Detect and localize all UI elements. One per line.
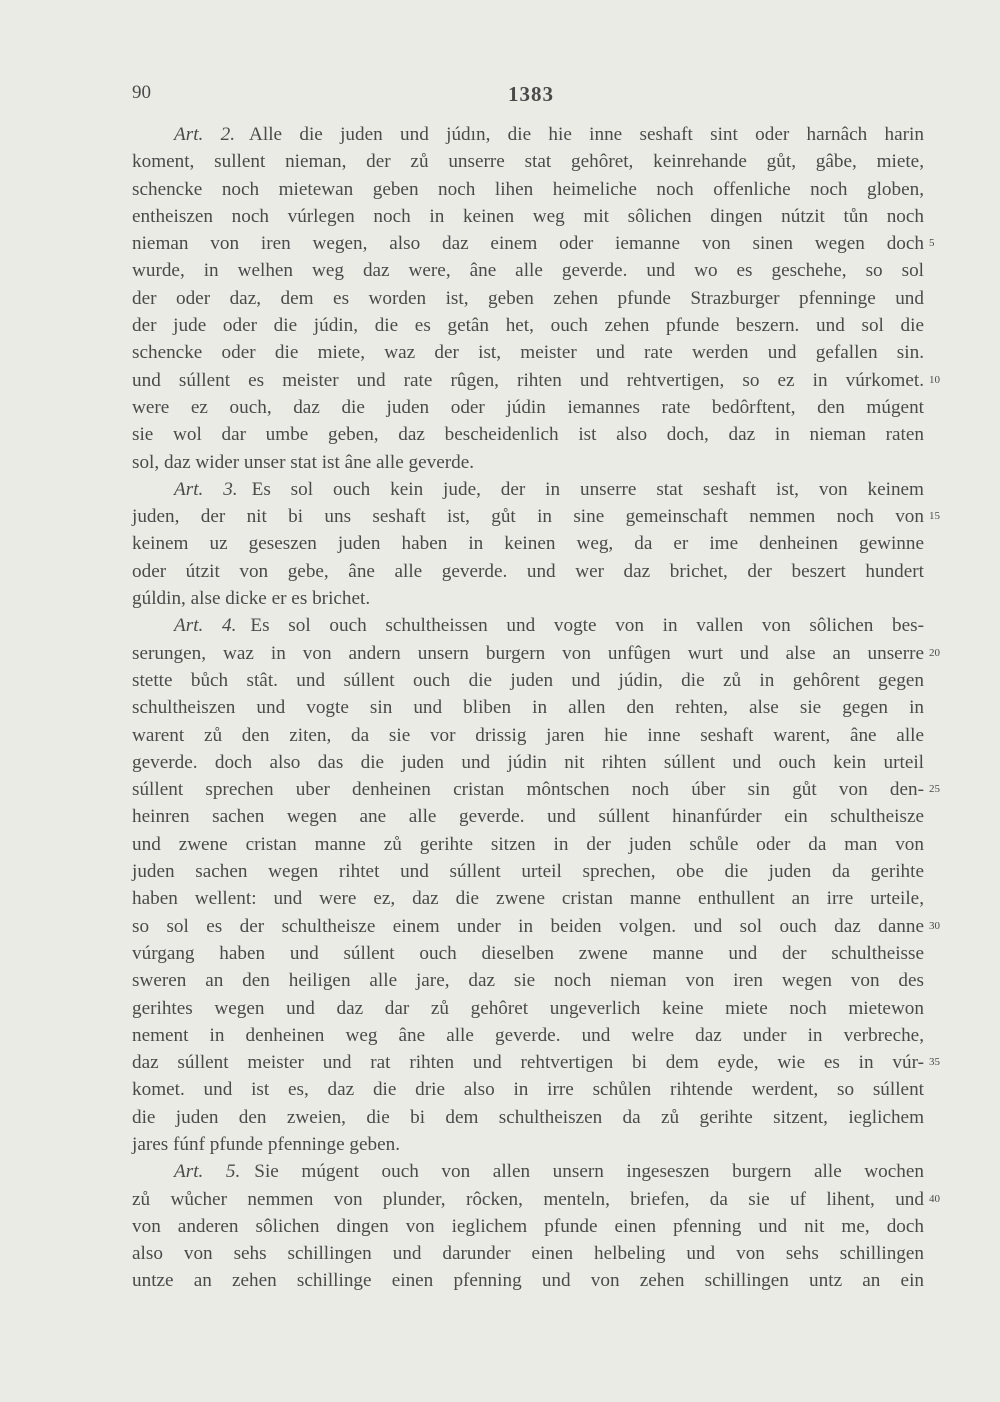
text-line	[132, 803, 924, 830]
line-text: und zwene cristan manne zů gerihte sitzen in der juden schůle oder da man von	[132, 833, 924, 855]
line-text: jares fúnf pfunde pfenninge geben.	[132, 1133, 400, 1155]
text-line	[132, 885, 924, 912]
text-line	[132, 858, 924, 885]
text-line	[132, 503, 940, 530]
text-line	[132, 667, 924, 694]
line-text: wurde, in welhen weg daz were, âne alle geverde. und wo es geschehe, so sol	[132, 260, 924, 282]
line-text: serungen, waz in von andern unsern burgern von unfûgen wurt und alse an unserre	[132, 642, 924, 664]
line-text: nieman von iren wegen, also daz einem oder iemanne von sinen wegen doch	[132, 233, 924, 255]
line-text: nement in denheinen weg âne alle geverde. und welre daz under in verbreche,	[132, 1024, 924, 1046]
page-header	[0, 82, 1000, 112]
text-line	[132, 640, 940, 667]
line-text: gerihtes wegen und daz dar zů gehôret ungeverlich keine miete noch mietewon	[132, 997, 924, 1019]
text-line	[132, 1076, 924, 1103]
text-line	[132, 230, 935, 257]
margin-line-number: 5	[929, 237, 935, 250]
line-text: sweren an den heiligen alle jare, daz sie noch nieman von iren wegen von des	[132, 970, 924, 992]
text-line	[132, 585, 924, 612]
line-text: so sol es der schultheisze einem under in beiden volgen. und sol ouch daz danne	[132, 915, 924, 937]
line-text: warent zů den ziten, da sie vor drissig jaren hie inne seshaft warent, âne alle	[132, 724, 924, 746]
article-label: Art. 4.	[174, 615, 237, 637]
line-text: were ez ouch, daz die juden oder júdin iemannes rate bedôrftent, den múgent	[132, 396, 924, 418]
line-text: entheiszen noch vúrlegen noch in keinen weg mit sôlichen dingen nútzit tůn noch	[132, 205, 924, 227]
line-text: oder útzit von gebe, âne alle geverde. und wer daz brichet, der beszert hundert	[132, 560, 924, 582]
text-line	[132, 776, 940, 803]
line-text: gúldin, alse dicke er es brichet.	[132, 588, 371, 610]
page-year-heading: 1383	[508, 82, 554, 106]
line-text: der oder daz, dem es worden ist, geben zehen pfunde Strazburger pfenninge und	[132, 287, 924, 309]
text-line	[132, 558, 924, 585]
margin-line-number: 10	[929, 373, 940, 386]
line-text: komet. und ist es, daz die drie also in irre schůlen rihtende werdent, so súllent	[132, 1079, 924, 1101]
article-label: Art. 2.	[174, 124, 236, 145]
text-line	[132, 312, 924, 339]
line-text: also von sehs schillingen und darunder einen helbeling und von sehs schillingen	[132, 1243, 924, 1265]
line-text: sie wol dar umbe geben, daz bescheidenlich ist also doch, daz in nieman raten	[132, 424, 924, 446]
margin-line-number: 30	[929, 919, 940, 932]
page-number: 90	[132, 82, 151, 103]
text-line	[132, 394, 924, 421]
line-text: Sie múgent ouch von allen unsern ingeseszen burgern alle wochen	[254, 1161, 924, 1183]
line-text: sol, daz wider unser stat ist âne alle geverde.	[132, 451, 475, 473]
margin-line-number: 15	[929, 510, 940, 523]
line-text: Es sol ouch kein jude, der in unserre stat seshaft ist, von keinem	[251, 478, 924, 500]
text-line	[132, 449, 924, 476]
line-text: untze an zehen schillinge einen pfenning und von zehen schillingen untz an ein	[132, 1270, 924, 1292]
text-line	[132, 722, 924, 749]
article-first-line	[132, 612, 924, 639]
line-text: keinem uz geseszen juden haben in keinen weg, da er ime denheinen gewinne	[132, 533, 924, 555]
article-first-line	[132, 1158, 924, 1185]
text-line	[132, 831, 924, 858]
line-text: der jude oder die júdin, die es getân het, ouch zehen pfunde beszern. und sol die	[132, 315, 924, 337]
text-line	[132, 1240, 924, 1267]
line-text: koment, sullent nieman, der zů unserre stat gehôret, keinrehande gůt, gâbe, miete,	[132, 151, 924, 173]
line-text: stette bůch stât. und súllent ouch die juden und júdin, die zů in gehôrent gegen	[132, 669, 924, 691]
line-text: vúrgang haben und súllent ouch dieselben zwene manne und der schultheisse	[132, 942, 924, 964]
text-line	[132, 1186, 940, 1213]
text-line	[132, 1213, 924, 1240]
line-text: haben wellent: und were ez, daz die zwene cristan manne enthullent an irre urteile,	[132, 888, 924, 910]
line-text: zů wůcher nemmen von plunder, rôcken, menteln, briefen, da sie uf lihent, und	[132, 1188, 924, 1210]
text-line	[132, 1049, 940, 1076]
line-text: daz súllent meister und rat rihten und rehtvertigen bi dem eyde, wie es in vúr-	[132, 1052, 924, 1074]
article-first-line	[132, 121, 924, 148]
article-label: Art. 3.	[174, 478, 238, 500]
line-text: juden sachen wegen rihtet und súllent urteil sprechen, obe die juden da gerihte	[132, 861, 924, 883]
text-line	[132, 749, 924, 776]
line-text: juden, der nit bi uns seshaft ist, gůt in sine gemeinschaft nemmen noch von	[132, 506, 924, 528]
text-line	[132, 967, 924, 994]
text-line	[132, 176, 924, 203]
text-line	[132, 694, 924, 721]
text-line	[132, 1267, 924, 1294]
text-line	[132, 421, 924, 448]
text-line	[132, 203, 924, 230]
text-line	[132, 257, 924, 284]
text-line	[132, 148, 924, 175]
text-line	[132, 339, 924, 366]
article-label: Art. 5.	[174, 1161, 241, 1183]
text-line	[132, 367, 940, 394]
margin-line-number: 20	[929, 646, 940, 659]
text-line	[132, 940, 924, 967]
text-line	[132, 285, 924, 312]
line-text: und súllent es meister und rate rûgen, rihten und rehtvertigen, so ez in vúrkomet.	[132, 369, 924, 391]
margin-line-number: 40	[929, 1192, 940, 1205]
text-line	[132, 1131, 924, 1158]
text-line	[132, 1104, 924, 1131]
line-text: die juden den zweien, die bi dem schultheiszen da zů gerihte sitzent, ieglichem	[132, 1106, 924, 1128]
line-text: von anderen sôlichen dingen von ieglichem pfunde einen pfenning und nit me, doch	[132, 1215, 924, 1237]
line-text: geverde. doch also das die juden und júdin nit rihten súllent und ouch kein urteil	[132, 751, 924, 773]
text-line	[132, 995, 924, 1022]
line-text: schencke noch mietewan geben noch lihen heimeliche noch offenliche noch globen,	[132, 178, 924, 200]
margin-line-number: 25	[929, 783, 940, 796]
margin-line-number: 35	[929, 1056, 940, 1069]
text-line	[132, 913, 940, 940]
text-line	[132, 1022, 924, 1049]
line-text: heinren sachen wegen ane alle geverde. und súllent hinanfúrder ein schultheisze	[132, 806, 924, 828]
line-text: schencke oder die miete, waz der ist, meister und rate werden und gefallen sin.	[132, 342, 924, 364]
article-first-line	[132, 476, 924, 503]
line-text: Alle die juden und júdın, die hie inne seshaft sint oder harnâch harin	[249, 124, 924, 145]
body-text	[132, 121, 940, 1295]
line-text: Es sol ouch schultheissen und vogte von in vallen von sôlichen bes-	[250, 615, 924, 637]
line-text: súllent sprechen uber denheinen cristan môntschen noch úber sin gůt von den-	[132, 779, 924, 801]
line-text: schultheiszen und vogte sin und bliben in allen den rehten, alse sie gegen in	[132, 697, 924, 719]
text-line	[132, 530, 924, 557]
